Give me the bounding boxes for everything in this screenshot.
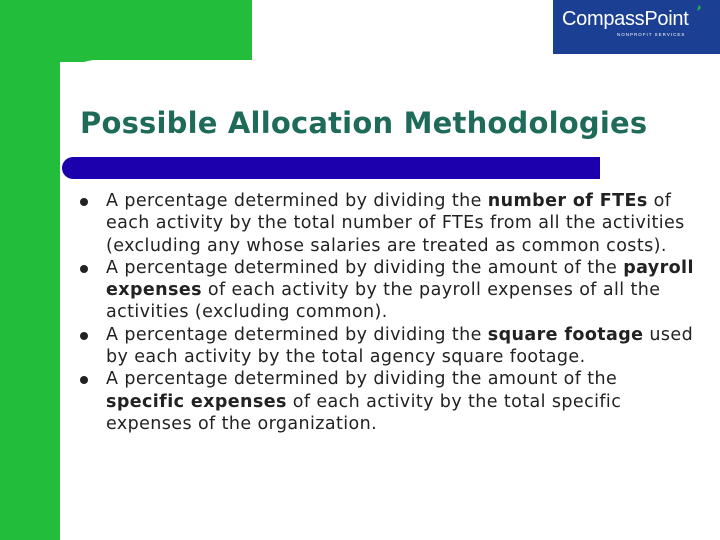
bullet-item-square-footage xyxy=(80,324,700,369)
logo-wordmark: CompassPoint xyxy=(562,8,689,30)
compasspoint-logo xyxy=(553,0,720,54)
bullet-emphasis: number of FTEs xyxy=(487,191,648,211)
slide-title: Possible Allocation Methodologies xyxy=(80,106,648,140)
bullet-list xyxy=(80,190,700,435)
title-underline-bar xyxy=(62,157,600,179)
bullet-item-specific-expenses xyxy=(80,368,700,435)
bullet-text: A percentage determined by dividing the xyxy=(106,324,488,345)
bullet-text: A percentage determined by dividing the amount of the xyxy=(106,369,618,390)
bullet-dot-icon xyxy=(80,332,88,340)
bullet-text: used by each activity by the total agency square footage. xyxy=(106,324,694,368)
bullet-text: of each activity by the total specific expenses of the organization. xyxy=(106,391,622,434)
bullet-item-fte xyxy=(80,190,700,257)
bullet-emphasis: square footage xyxy=(487,324,644,345)
bullet-dot-icon xyxy=(80,265,88,273)
bullet-text: of each activity by the payroll expenses of all the activities (excluding common). xyxy=(106,280,661,323)
logo-tagline: NONPROFIT SERVICES xyxy=(617,32,686,37)
logo-compass-mark-icon xyxy=(696,5,702,11)
bullet-item-payroll xyxy=(80,257,700,324)
bullet-text: of each activity by the total number of FTEs from all the activities (excluding any whose salaries are treated as common costs). xyxy=(106,191,685,256)
bullet-text: A percentage determined by dividing the amount of the xyxy=(106,257,624,278)
bullet-text: A percentage determined by dividing the xyxy=(106,191,488,211)
green-frame-left xyxy=(0,0,60,540)
bullet-dot-icon xyxy=(80,198,88,206)
bullet-dot-icon xyxy=(80,376,88,384)
bullet-emphasis: specific expenses xyxy=(106,391,287,412)
bullet-emphasis: payroll expenses xyxy=(106,257,694,301)
